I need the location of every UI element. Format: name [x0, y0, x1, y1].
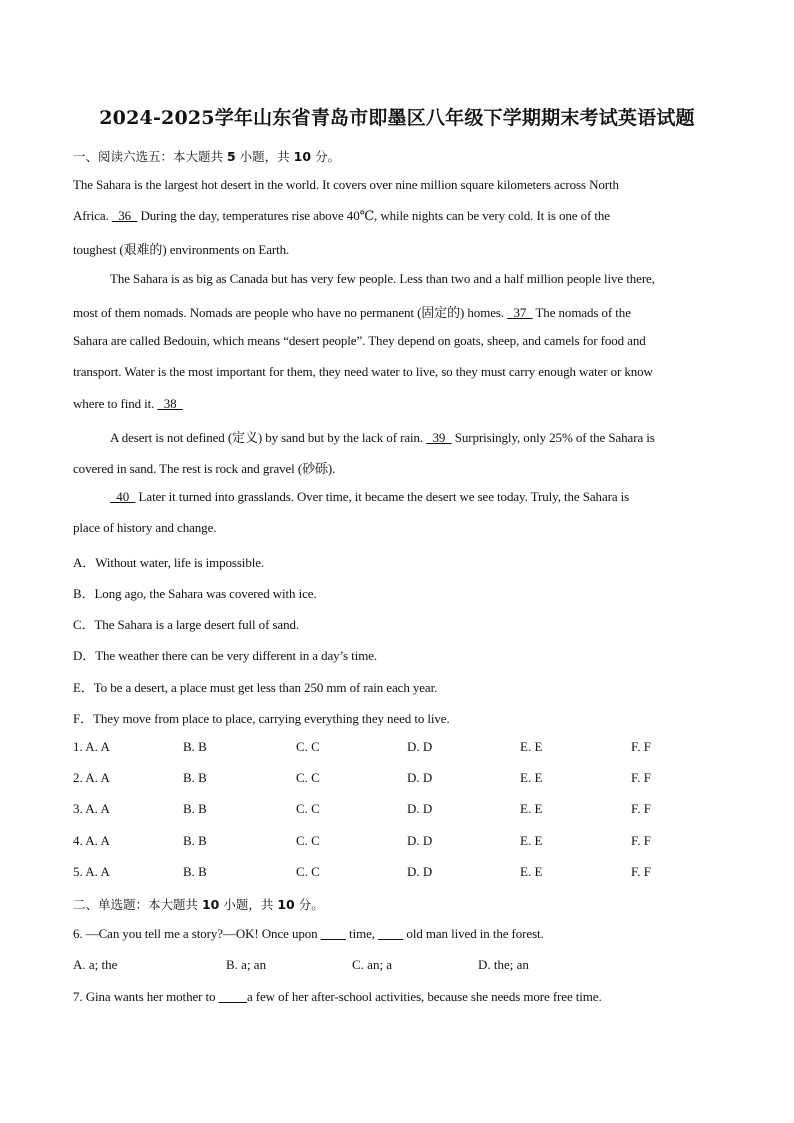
option-c: C．The Sahara is a large desert full of sand.	[73, 617, 300, 632]
question-text: 6. —Can you tell me a story?—OK! Once upon	[73, 926, 321, 941]
question-6-blank-2[interactable]	[378, 926, 403, 942]
answer-choice[interactable]: B. B	[183, 739, 207, 754]
question-6-blank-1[interactable]	[321, 926, 346, 942]
answer-choice[interactable]: C. C	[296, 739, 320, 754]
answer-choice[interactable]: 2. A. A	[73, 770, 110, 785]
blank-38[interactable]: 38	[157, 396, 183, 411]
passage-text: Surprisingly, only 25% of the Sahara is	[451, 430, 655, 445]
choice-b[interactable]: B. a; an	[226, 957, 267, 972]
passage-line: Sahara are called Bedouin, which means “desert people”. They depend on goats, sheep, and camels for food and	[73, 333, 646, 348]
section-1-heading	[73, 147, 340, 165]
passage-line	[110, 489, 629, 505]
answer-choice[interactable]: 3. A. A	[73, 801, 110, 816]
page-title: 2024-2025学年山东省青岛市即墨区八年级下学期期末考试英语试题	[99, 107, 695, 129]
answer-choice[interactable]: D. D	[407, 739, 433, 754]
passage-text: most of them nomads. Nomads are people who have no permanent (固定的) homes.	[73, 305, 508, 320]
answer-choice[interactable]: E. E	[520, 833, 543, 848]
answer-choice[interactable]: B. B	[183, 864, 207, 879]
choice-a[interactable]: A. a; the	[73, 957, 118, 972]
question-6-choices	[73, 957, 733, 973]
blank-37[interactable]: 37	[507, 305, 533, 320]
blank-40[interactable]: 40	[110, 489, 136, 504]
answer-choice[interactable]: F. F	[631, 739, 651, 754]
section-2-prefix: 二、单选题：本大题共	[73, 897, 202, 912]
passage-line	[73, 302, 631, 321]
question-text: 7. Gina wants her mother to	[73, 989, 219, 1004]
answer-choice[interactable]: B. B	[183, 833, 207, 848]
answer-choice[interactable]: D. D	[407, 833, 433, 848]
option-f: F．They move from place to place, carrying everything they need to live.	[73, 711, 450, 726]
answer-choice[interactable]: E. E	[520, 801, 543, 816]
question-7-blank[interactable]	[219, 989, 247, 1005]
answer-choice[interactable]: E. E	[520, 739, 543, 754]
answer-choice[interactable]: D. D	[407, 801, 433, 816]
answer-choice[interactable]: E. E	[520, 864, 543, 879]
answer-choice[interactable]: D. D	[407, 864, 433, 879]
passage-line: toughest (艰难的) environments on Earth.	[73, 242, 290, 257]
answer-choice[interactable]: C. C	[296, 833, 320, 848]
blank-39[interactable]: 39	[426, 430, 452, 445]
answer-choice[interactable]: B. B	[183, 770, 207, 785]
option-a: A．Without water, life is impossible.	[73, 555, 265, 570]
answer-choice[interactable]: B. B	[183, 801, 207, 816]
question-7	[73, 989, 602, 1005]
section-2-mid: 小题，共	[219, 897, 278, 912]
question-6	[73, 926, 544, 942]
answer-choice[interactable]: 4. A. A	[73, 833, 110, 848]
section-2-score: 10	[277, 897, 295, 912]
section-1-mid: 小题，共	[235, 149, 294, 164]
passage-line: The Sahara is the largest hot desert in the world. It covers over nine million square kilometers across North	[73, 177, 619, 192]
passage-text: Later it turned into grasslands. Over time, it became the desert we see today. Truly, the Sahara is	[135, 489, 630, 504]
choice-d[interactable]: D. the; an	[478, 957, 529, 972]
passage-line	[73, 208, 610, 224]
option-b: B．Long ago, the Sahara was covered with ice.	[73, 586, 317, 601]
answer-choice[interactable]: F. F	[631, 770, 651, 785]
passage-text: The nomads of the	[532, 305, 631, 320]
passage-line: covered in sand. The rest is rock and gravel (砂砾).	[73, 461, 336, 476]
question-text: time,	[345, 926, 379, 941]
answer-choice[interactable]: C. C	[296, 770, 320, 785]
passage-text: Africa.	[73, 208, 112, 223]
passage-line	[110, 427, 655, 446]
answer-row	[73, 864, 733, 880]
answer-choice[interactable]: F. F	[631, 801, 651, 816]
passage-text: where to find it.	[73, 396, 158, 411]
answer-choice[interactable]: 5. A. A	[73, 864, 110, 879]
answer-choice[interactable]: F. F	[631, 833, 651, 848]
answer-choice[interactable]: C. C	[296, 864, 320, 879]
blank-36[interactable]: 36	[111, 208, 138, 223]
answer-choice[interactable]: F. F	[631, 864, 651, 879]
question-text: old man lived in the forest.	[403, 926, 544, 941]
answer-row	[73, 801, 733, 817]
passage-line: place of history and change.	[73, 520, 217, 535]
answer-choice[interactable]: E. E	[520, 770, 543, 785]
answer-row	[73, 739, 733, 755]
section-2-suffix: 分。	[294, 897, 324, 912]
question-text: a few of her after-school activities, because she needs more free time.	[246, 989, 602, 1004]
section-1-count: 5	[226, 149, 236, 164]
answer-choice[interactable]: 1. A. A	[73, 739, 110, 754]
section-2-count: 10	[201, 897, 220, 912]
passage-line: transport. Water is the most important for them, they need water to live, so they must carry enough water or know	[73, 364, 653, 379]
answer-choice[interactable]: D. D	[407, 770, 433, 785]
answer-row	[73, 833, 733, 849]
section-1-suffix: 分。	[311, 149, 341, 164]
answer-choice[interactable]: C. C	[296, 801, 320, 816]
passage-text: During the day, temperatures rise above 40℃, while nights can be very cold. It is one of the	[137, 208, 610, 223]
choice-c[interactable]: C. an; a	[352, 957, 393, 972]
passage-text: A desert is not defined (定义) by sand but by the lack of rain.	[110, 430, 427, 445]
passage-line	[73, 396, 183, 412]
answer-row	[73, 770, 733, 786]
passage-line: The Sahara is as big as Canada but has very few people. Less than two and a half million people live there,	[110, 271, 655, 286]
option-e: E．To be a desert, a place must get less than 250 mm of rain each year.	[73, 680, 438, 695]
section-1-prefix: 一、阅读六选五：本大题共	[73, 149, 227, 164]
section-1-score: 10	[293, 149, 312, 164]
section-2-heading	[73, 895, 324, 913]
option-d: D．The weather there can be very different in a day’s time.	[73, 648, 378, 663]
